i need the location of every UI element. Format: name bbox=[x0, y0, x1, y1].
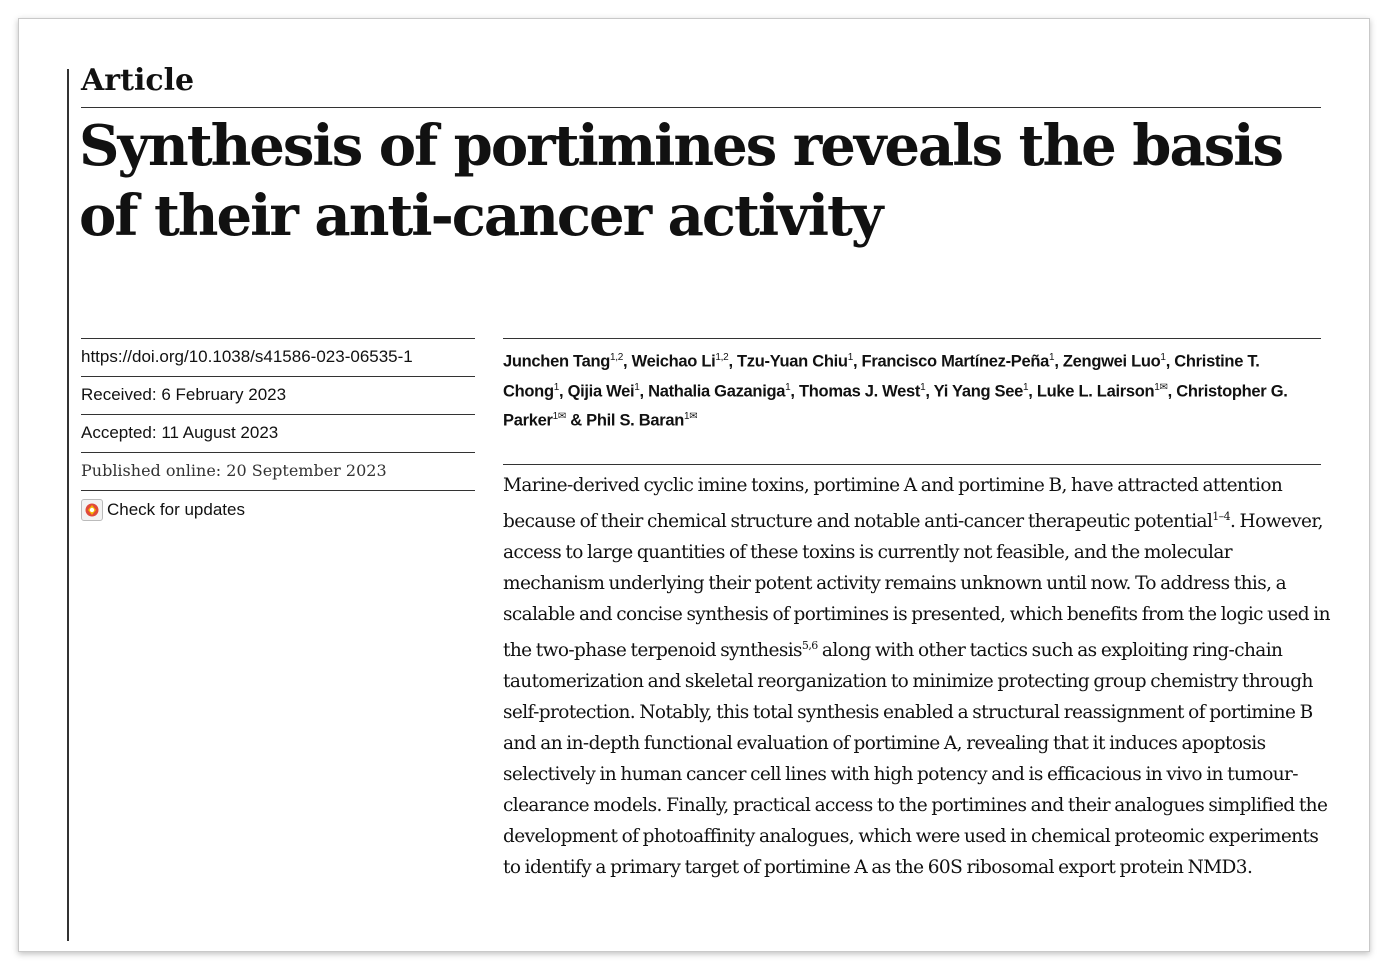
doi-link[interactable]: https://doi.org/10.1038/s41586-023-06535-1 bbox=[81, 338, 475, 376]
author-separator: , bbox=[1054, 352, 1063, 371]
author-separator: , bbox=[559, 382, 568, 400]
received-date: Received: 6 February 2023 bbox=[81, 376, 475, 414]
article-metadata bbox=[81, 338, 475, 521]
check-updates-icon bbox=[81, 499, 103, 521]
abstract bbox=[503, 470, 1333, 883]
abstract-text: along with other tactics such as exploiting ring-chain tautomerization and skeletal reorganization to minimize protecting group chemistry through self-protection. Notably, this total synthesis enabled a structural reassignment of portimine B and an in-depth functional evaluation of portimine A, revealing that it induces apoptosis selectively in human cancer cell lines with high potency and is efficacious in vivo in tumour-clearance models. Finally, practical access to the portimines and their analogues simplified the development of photoaffinity analogues, which were used in chemical proteomic experiments to identify a primary target of portimine A as the 60S ribosomal export protein NMD3. bbox=[503, 640, 1328, 879]
reference-citation[interactable]: 1–4 bbox=[1212, 510, 1230, 523]
published-date: Published online: 20 September 2023 bbox=[81, 452, 475, 490]
article-page bbox=[18, 18, 1370, 952]
author-affiliation: 1 bbox=[1023, 381, 1029, 393]
title-divider bbox=[81, 107, 1321, 108]
author-separator: , bbox=[639, 382, 649, 400]
author-name[interactable]: Zengwei Luo bbox=[1062, 352, 1161, 371]
author-affiliation: 1✉ bbox=[1154, 381, 1168, 393]
author-list bbox=[503, 345, 1323, 434]
author-name[interactable]: Francisco Martínez-Peña bbox=[861, 352, 1050, 371]
author-separator: , bbox=[852, 352, 862, 371]
author-separator: , bbox=[728, 352, 738, 371]
author-separator: , bbox=[925, 382, 934, 400]
author-name[interactable]: Yi Yang See bbox=[933, 382, 1023, 400]
abstract-text: . However, access to large quantities of these toxins is currently not feasible, and the molecular mechanism underlying their potent activity remains unknown until now. To address this, a scalable and concise synthesis of portimines is presented, which benefits from the logic used in the two-phase terpenoid synthesis bbox=[503, 511, 1330, 662]
author-name[interactable]: Nathalia Gazaniga bbox=[648, 382, 786, 400]
left-margin-rule bbox=[67, 69, 69, 941]
author-name[interactable]: Christine T. Chong bbox=[503, 352, 1260, 400]
check-updates-label: Check for updates bbox=[107, 500, 245, 519]
accepted-date: Accepted: 11 August 2023 bbox=[81, 414, 475, 452]
article-title: Synthesis of portimines reveals the basis of their anti-cancer activity bbox=[79, 113, 1283, 249]
section-label: Article bbox=[81, 63, 195, 98]
author-name[interactable]: Thomas J. West bbox=[798, 382, 921, 400]
author-affiliation: 1 bbox=[785, 381, 791, 393]
author-name[interactable]: Luke L. Lairson bbox=[1036, 382, 1155, 400]
author-name[interactable]: Junchen Tang bbox=[503, 352, 611, 371]
author-name[interactable]: Phil S. Baran bbox=[586, 411, 684, 430]
check-for-updates-button[interactable] bbox=[81, 490, 475, 521]
author-name[interactable]: Tzu-Yuan Chiu bbox=[737, 352, 848, 371]
author-separator: , bbox=[1165, 352, 1175, 371]
author-affiliation: 1 bbox=[1049, 352, 1055, 363]
author-separator: , bbox=[623, 352, 632, 371]
author-affiliation: 1,2 bbox=[610, 352, 624, 363]
abstract-text: Marine-derived cyclic imine toxins, portimine A and portimine B, have attracted attention because of their chemical structure and notable anti-cancer therapeutic potential bbox=[503, 475, 1283, 533]
author-name[interactable]: Christopher G. Parker bbox=[503, 382, 1288, 430]
author-affiliation: 1,2 bbox=[715, 352, 729, 363]
author-affiliation: 1✉ bbox=[552, 411, 566, 422]
author-affiliation: 1✉ bbox=[684, 411, 698, 422]
author-affiliation: 1 bbox=[553, 381, 559, 393]
author-affiliation: 1 bbox=[634, 381, 640, 393]
author-name[interactable]: Qijia Wei bbox=[567, 382, 635, 400]
author-affiliation: 1 bbox=[1160, 352, 1166, 363]
author-separator: , bbox=[1167, 382, 1177, 400]
author-name[interactable]: Weichao Li bbox=[631, 352, 716, 371]
author-separator: , bbox=[790, 382, 799, 400]
author-affiliation: 1 bbox=[920, 381, 926, 393]
author-separator: & bbox=[565, 411, 587, 430]
reference-citation[interactable]: 5,6 bbox=[801, 639, 818, 653]
authors-divider bbox=[503, 338, 1321, 339]
author-separator: , bbox=[1028, 382, 1037, 400]
abstract-divider bbox=[503, 464, 1321, 465]
author-affiliation: 1 bbox=[847, 352, 853, 363]
